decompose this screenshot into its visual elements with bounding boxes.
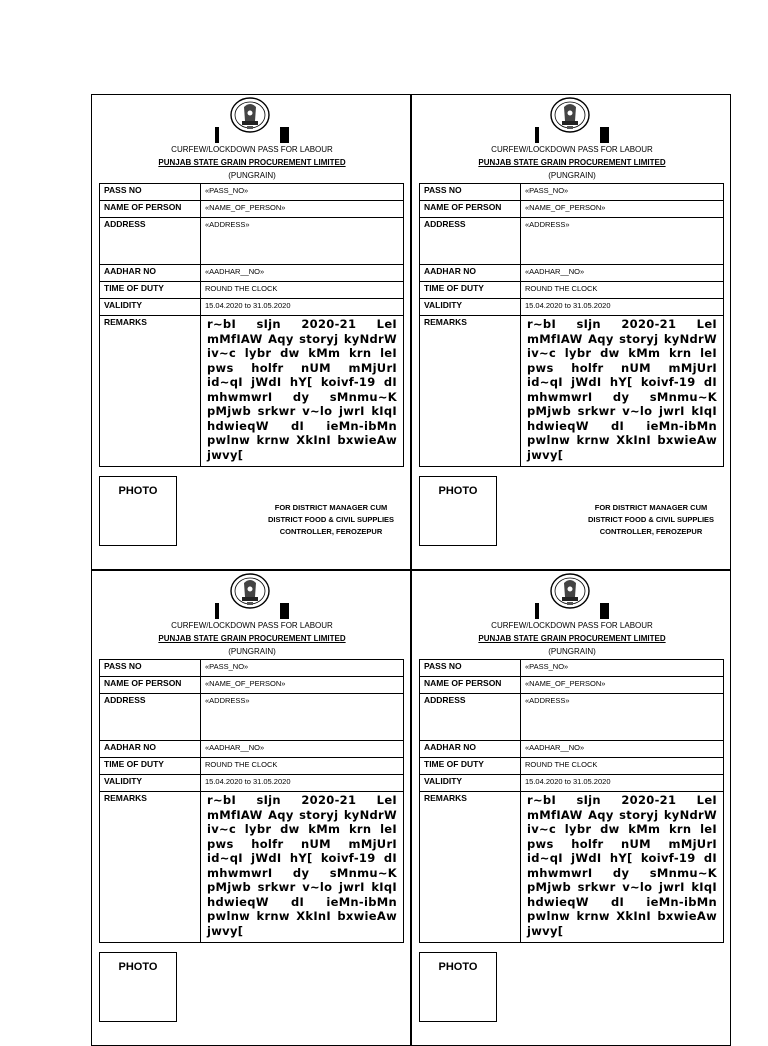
name-value: «NAME_OF_PERSON» bbox=[521, 677, 724, 694]
company-short: (PUNGRAIN) bbox=[548, 647, 596, 656]
remarks-label: REMARKS bbox=[420, 316, 521, 467]
validity-label: VALIDITY bbox=[420, 775, 521, 792]
address-label: ADDRESS bbox=[420, 218, 521, 265]
pass-title: CURFEW/LOCKDOWN PASS FOR LABOUR bbox=[171, 145, 333, 154]
address-label: ADDRESS bbox=[100, 218, 201, 265]
duty-value: ROUND THE CLOCK bbox=[521, 282, 724, 299]
name-value: «NAME_OF_PERSON» bbox=[521, 201, 724, 218]
address-label: ADDRESS bbox=[420, 694, 521, 741]
signature-line: CONTROLLER, FEROZEPUR bbox=[279, 527, 383, 536]
pass-details-table bbox=[419, 659, 724, 943]
duty-value: ROUND THE CLOCK bbox=[201, 282, 404, 299]
pass-card-1 bbox=[91, 94, 411, 570]
validity-label: VALIDITY bbox=[420, 299, 521, 316]
signature-line: CONTROLLER, FEROZEPUR bbox=[599, 527, 703, 536]
corner-mark bbox=[215, 603, 219, 619]
validity-value: 15.04.2020 to 31.05.2020 bbox=[201, 775, 404, 792]
state-emblem-icon bbox=[220, 571, 280, 617]
name-value: «NAME_OF_PERSON» bbox=[201, 201, 404, 218]
company-short: (PUNGRAIN) bbox=[228, 171, 276, 180]
pass-no-value: «PASS_NO» bbox=[521, 660, 724, 677]
name-label: NAME OF PERSON bbox=[100, 677, 201, 694]
signature-line: FOR DISTRICT MANAGER CUM bbox=[274, 503, 388, 512]
aadhar-label: AADHAR NO bbox=[100, 265, 201, 282]
corner-mark bbox=[280, 127, 289, 143]
pass-no-value: «PASS_NO» bbox=[521, 184, 724, 201]
address-value: «ADDRESS» bbox=[521, 218, 724, 265]
corner-mark bbox=[215, 127, 219, 143]
duty-label: TIME OF DUTY bbox=[420, 282, 521, 299]
remarks-value: r~bI sIjn 2020-21 LeI mMfIAW Aqy storyj kyNdrW iv~c lybr dw kMm krn leI pws holfr nUM mMjUrI id~qI jWdI hY[ koivf-19 dI mhwmwrI dy sMnmu~K pMjwb srkwr v~lo jwrI kIqI hdwieqW dI ieMn-ibMn pwlnw krnw XkInI bxwieAw jwvy[ bbox=[521, 316, 724, 467]
pass-card-3 bbox=[91, 570, 411, 1046]
photo-box: PHOTO bbox=[99, 476, 177, 546]
duty-label: TIME OF DUTY bbox=[100, 282, 201, 299]
company-name: PUNJAB STATE GRAIN PROCUREMENT LIMITED bbox=[478, 634, 666, 643]
photo-box: PHOTO bbox=[419, 476, 497, 546]
company-short: (PUNGRAIN) bbox=[548, 171, 596, 180]
aadhar-value: «AADHAR__NO» bbox=[521, 265, 724, 282]
duty-value: ROUND THE CLOCK bbox=[521, 758, 724, 775]
address-value: «ADDRESS» bbox=[201, 218, 404, 265]
pass-details-table bbox=[419, 183, 724, 467]
name-label: NAME OF PERSON bbox=[100, 201, 201, 218]
pass-no-value: «PASS_NO» bbox=[201, 184, 404, 201]
state-emblem-icon bbox=[220, 95, 280, 141]
signature-line: DISTRICT FOOD & CIVIL SUPPLIES bbox=[587, 515, 715, 524]
pass-title: CURFEW/LOCKDOWN PASS FOR LABOUR bbox=[491, 145, 653, 154]
corner-mark bbox=[600, 603, 609, 619]
company-name: PUNJAB STATE GRAIN PROCUREMENT LIMITED bbox=[478, 158, 666, 167]
pass-no-value: «PASS_NO» bbox=[201, 660, 404, 677]
corner-mark bbox=[535, 603, 539, 619]
signature-line: DISTRICT FOOD & CIVIL SUPPLIES bbox=[267, 515, 395, 524]
pass-title: CURFEW/LOCKDOWN PASS FOR LABOUR bbox=[491, 621, 653, 630]
company-name: PUNJAB STATE GRAIN PROCUREMENT LIMITED bbox=[158, 158, 346, 167]
remarks-label: REMARKS bbox=[420, 792, 521, 943]
duty-value: ROUND THE CLOCK bbox=[201, 758, 404, 775]
aadhar-value: «AADHAR__NO» bbox=[201, 265, 404, 282]
company-name: PUNJAB STATE GRAIN PROCUREMENT LIMITED bbox=[158, 634, 346, 643]
pass-title: CURFEW/LOCKDOWN PASS FOR LABOUR bbox=[171, 621, 333, 630]
aadhar-label: AADHAR NO bbox=[420, 265, 521, 282]
address-value: «ADDRESS» bbox=[201, 694, 404, 741]
corner-mark bbox=[535, 127, 539, 143]
aadhar-value: «AADHAR__NO» bbox=[521, 741, 724, 758]
remarks-value: r~bI sIjn 2020-21 LeI mMfIAW Aqy storyj kyNdrW iv~c lybr dw kMm krn leI pws holfr nUM mMjUrI id~qI jWdI hY[ koivf-19 dI mhwmwrI dy sMnmu~K pMjwb srkwr v~lo jwrI kIqI hdwieqW dI ieMn-ibMn pwlnw krnw XkInI bxwieAw jwvy[ bbox=[201, 792, 404, 943]
pass-no-label: PASS NO bbox=[100, 184, 201, 201]
aadhar-label: AADHAR NO bbox=[420, 741, 521, 758]
remarks-label: REMARKS bbox=[100, 792, 201, 943]
pass-details-table bbox=[99, 659, 404, 943]
state-emblem-icon bbox=[540, 95, 600, 141]
address-label: ADDRESS bbox=[100, 694, 201, 741]
photo-box: PHOTO bbox=[419, 952, 497, 1022]
validity-value: 15.04.2020 to 31.05.2020 bbox=[521, 299, 724, 316]
corner-mark bbox=[600, 127, 609, 143]
signature-line: FOR DISTRICT MANAGER CUM bbox=[594, 503, 708, 512]
pass-card-4 bbox=[411, 570, 731, 1046]
company-short: (PUNGRAIN) bbox=[228, 647, 276, 656]
validity-value: 15.04.2020 to 31.05.2020 bbox=[201, 299, 404, 316]
signature-block bbox=[576, 502, 726, 538]
name-label: NAME OF PERSON bbox=[420, 201, 521, 218]
name-label: NAME OF PERSON bbox=[420, 677, 521, 694]
corner-mark bbox=[280, 603, 289, 619]
aadhar-label: AADHAR NO bbox=[100, 741, 201, 758]
remarks-label: REMARKS bbox=[100, 316, 201, 467]
name-value: «NAME_OF_PERSON» bbox=[201, 677, 404, 694]
validity-value: 15.04.2020 to 31.05.2020 bbox=[521, 775, 724, 792]
pass-no-label: PASS NO bbox=[100, 660, 201, 677]
photo-box: PHOTO bbox=[99, 952, 177, 1022]
remarks-value: r~bI sIjn 2020-21 LeI mMfIAW Aqy storyj kyNdrW iv~c lybr dw kMm krn leI pws holfr nUM mMjUrI id~qI jWdI hY[ koivf-19 dI mhwmwrI dy sMnmu~K pMjwb srkwr v~lo jwrI kIqI hdwieqW dI ieMn-ibMn pwlnw krnw XkInI bxwieAw jwvy[ bbox=[521, 792, 724, 943]
pass-no-label: PASS NO bbox=[420, 660, 521, 677]
validity-label: VALIDITY bbox=[100, 299, 201, 316]
state-emblem-icon bbox=[540, 571, 600, 617]
signature-block bbox=[256, 502, 406, 538]
aadhar-value: «AADHAR__NO» bbox=[201, 741, 404, 758]
remarks-value: r~bI sIjn 2020-21 LeI mMfIAW Aqy storyj kyNdrW iv~c lybr dw kMm krn leI pws holfr nUM mMjUrI id~qI jWdI hY[ koivf-19 dI mhwmwrI dy sMnmu~K pMjwb srkwr v~lo jwrI kIqI hdwieqW dI ieMn-ibMn pwlnw krnw XkInI bxwieAw jwvy[ bbox=[201, 316, 404, 467]
pass-card-2 bbox=[411, 94, 731, 570]
pass-details-table bbox=[99, 183, 404, 467]
duty-label: TIME OF DUTY bbox=[420, 758, 521, 775]
pass-no-label: PASS NO bbox=[420, 184, 521, 201]
validity-label: VALIDITY bbox=[100, 775, 201, 792]
address-value: «ADDRESS» bbox=[521, 694, 724, 741]
duty-label: TIME OF DUTY bbox=[100, 758, 201, 775]
